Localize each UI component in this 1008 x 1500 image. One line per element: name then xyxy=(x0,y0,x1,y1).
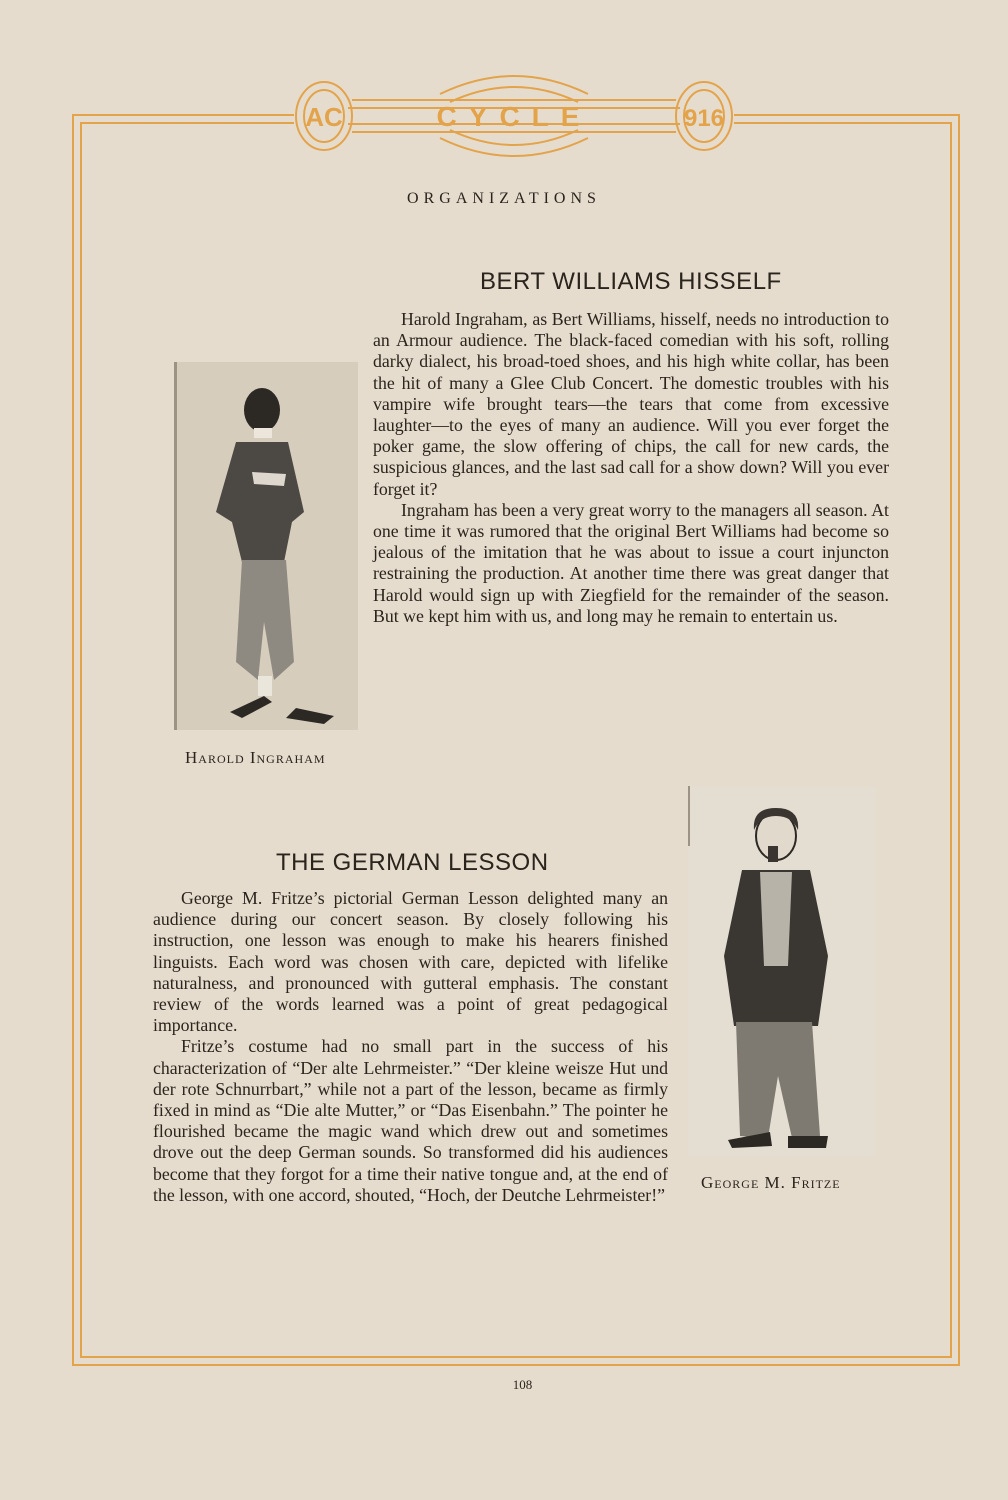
article-paragraph: Ingraham has been a very great worry to the managers all season. At one time it was rumored that the original Bert Williams had become so jealous of the imitation that he was about to issue a court injuncton restraining the production. At another time there was great danger that Harold would sign up with Ziegfield for the remainder of the season. But we kept him with us, and long may he remain to entertain us. xyxy=(373,499,889,626)
cycle-banner-logo xyxy=(290,64,738,168)
section-label: ORGANIZATIONS xyxy=(407,190,601,207)
frame-top-left-line xyxy=(72,114,294,116)
article-body xyxy=(153,888,668,1206)
frame-bottom-line-inner xyxy=(80,1356,952,1358)
banner-title: CYCLE xyxy=(436,101,592,132)
frame-top-right-line xyxy=(734,114,960,116)
article-title: BERT WILLIAMS HISSELF xyxy=(480,268,782,295)
frame-bottom-line xyxy=(72,1364,960,1366)
portrait-photo xyxy=(174,362,358,730)
article-title: THE GERMAN LESSON xyxy=(276,849,549,876)
article-paragraph: Harold Ingraham, as Bert Williams, hisself, needs no introduction to an Armour audience. The black-faced comedian with his soft, rolling darky dialect, his broad-toed shoes, and his high white collar, has been the hit of many a Glee Club Concert. The domestic troubles with his vampire wife brought tears—the tears that come from excessive laughter—to the eyes of many an audience. Will you ever forget the poker game, the slow offering of chips, the call for new cards, the suspicious glances, and the last sad call for a show down? Will you ever forget it? xyxy=(373,309,889,499)
article-body xyxy=(373,309,889,627)
portrait-photo xyxy=(688,786,876,1156)
page-number: 108 xyxy=(512,1377,533,1392)
frame-top-left-line-inner xyxy=(80,122,294,124)
photo-caption: Harold Ingraham xyxy=(185,748,326,767)
banner-left-mark: AC xyxy=(305,102,343,132)
frame-left-line-inner xyxy=(80,122,82,1358)
article-paragraph: Fritze’s costume had no small part in the success of his characterization of “Der alte Lehrmeister.” “Der kleine weisze Hut und der rote Schnurrbart,” while not a part of the lesson, became as firmly fixed in mind as “Die alte Mutter,” or “Das Eisenbahn.” The pointer he flourished became the magic wand which drew out and sometimes drove out the deep German sounds. So transformed did his audiences become that they forgot for a time their native tongue and, at the end of the lesson, with one accord, shouted, “Hoch, der Deutche Lehrmeister!” xyxy=(153,1036,668,1205)
frame-right-line xyxy=(958,114,960,1366)
banner-right-mark: 916 xyxy=(683,105,725,132)
photo-caption: George M. Fritze xyxy=(701,1173,841,1192)
article-paragraph: George M. Fritze’s pictorial German Lesson delighted many an audience during our concert season. By closely following his instruction, one lesson was enough to make his hearers finished linguists. Each word was chosen with care, depicted with lifelike naturalness, and pronounced with gutteral emphasis. The constant review of the words learned was a point of great pedagogical importance. xyxy=(153,888,668,1036)
frame-right-line-inner xyxy=(950,122,952,1358)
frame-left-line xyxy=(72,114,74,1366)
frame-top-right-line-inner xyxy=(734,122,952,124)
